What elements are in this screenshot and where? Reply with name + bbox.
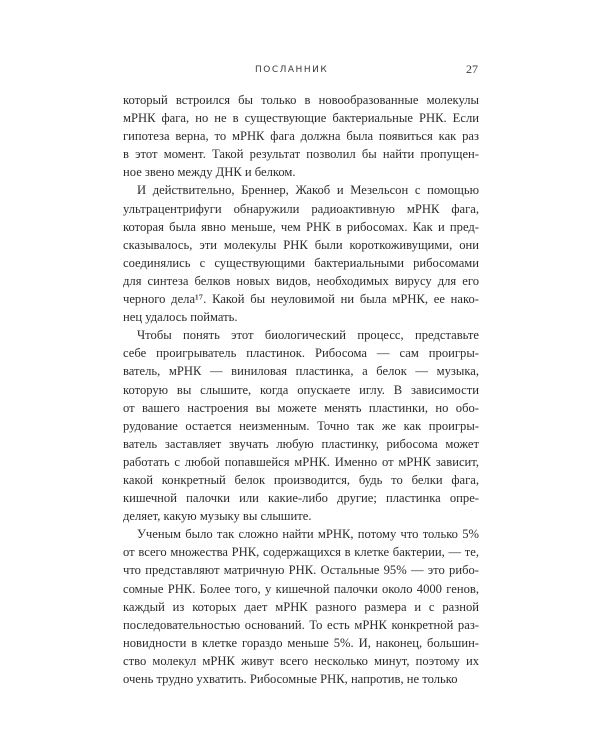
- text-line: ватель заставляет звучать любую пластинку, рибосома может: [123, 436, 479, 451]
- text-line: который встроился бы только в новообразованные молекулы: [123, 93, 479, 107]
- text-line: сомные РНК. Более того, у кишечной палочки около 4000 генов,: [123, 581, 479, 596]
- text-line: какой конкретный белок производится, будь то белки фага,: [123, 472, 479, 487]
- text-line: рудование остается неизменным. Точно так же как проигры-: [123, 418, 479, 433]
- text-line: ультрацентрифуги обнаружили радиоактивную мРНК фага,: [123, 201, 479, 216]
- text-line: для синтеза белков новых видов, необходимых вирусу для его: [123, 273, 479, 288]
- text-line: которую вы слышите, когда опускаете иглу. В зависимости: [123, 382, 479, 397]
- text-line: ватель, мРНК — виниловая пластинка, а белок — музыка,: [123, 364, 479, 379]
- text-line: кишечной палочки или какие-либо другие; пластинка опре-: [123, 491, 479, 506]
- text-line: нец удалось поймать.: [123, 310, 238, 325]
- paragraph: [123, 91, 479, 181]
- text-line: работать с любой попавшейся мРНК. Именно от мРНК зависит,: [123, 454, 479, 469]
- text-line: в этот момент. Такой результат позволил бы найти пропущен-: [123, 147, 479, 162]
- text-line: черного дела¹⁷. Какой бы неуловимой ни была мРНК, ее нако-: [123, 292, 479, 307]
- text-line: ство молекул мРНК живут всего несколько минут, поэтому их: [123, 653, 479, 668]
- text-line: себе проигрыватель пластинок. Рибосома — сам проигры-: [123, 346, 479, 361]
- paragraph: [123, 525, 479, 688]
- text-line: деляет, какую музыку вы слышите.: [123, 509, 312, 524]
- text-line: каждый из которых дает мРНК разного размера и с разной: [123, 599, 479, 614]
- text-line: последовательностью оснований. То есть мРНК конкретной раз-: [123, 617, 479, 632]
- text-line: Чтобы понять этот биологический процесс, представьте: [137, 328, 479, 343]
- text-line: Ученым было так сложно найти мРНК, потому что только 5%: [137, 527, 479, 542]
- text-line: которая была явно меньше, чем РНК в рибосомах. Как и пред-: [123, 219, 479, 234]
- text-line: от всего множества РНК, содержащихся в клетке бактерии, — те,: [123, 545, 479, 560]
- page-number: 27: [466, 62, 478, 76]
- text-line: ное звено между ДНК и белком.: [123, 165, 296, 180]
- text-line: сказывалось, эти молекулы РНК были короткоживущими, они: [123, 237, 479, 252]
- text-line: мРНК фага, но не в существующие бактериальные РНК. Если: [123, 111, 479, 126]
- paragraph: [123, 326, 479, 525]
- text-line: очень трудно ухватить. Рибосомные РНК, напротив, не только: [123, 672, 458, 686]
- text-line: новидности в клетке гораздо меньше 5%. И, наконец, большин-: [123, 635, 479, 650]
- body-text: [123, 91, 479, 688]
- paragraph: [123, 181, 479, 326]
- text-line: соединялись с существующими бактериальными рибосомами: [123, 255, 479, 270]
- text-line: от вашего настроения вы можете менять пластинки, но обо-: [123, 400, 479, 415]
- text-line: И действительно, Бреннер, Жакоб и Мезельсон с помощью: [137, 183, 479, 198]
- text-line: гипотеза верна, то мРНК фага должна была появиться как раз: [123, 129, 479, 144]
- text-line: что представляют матричную РНК. Остальные 95% — это рибо-: [123, 563, 479, 578]
- running-title: ПОСЛАННИК: [255, 65, 329, 75]
